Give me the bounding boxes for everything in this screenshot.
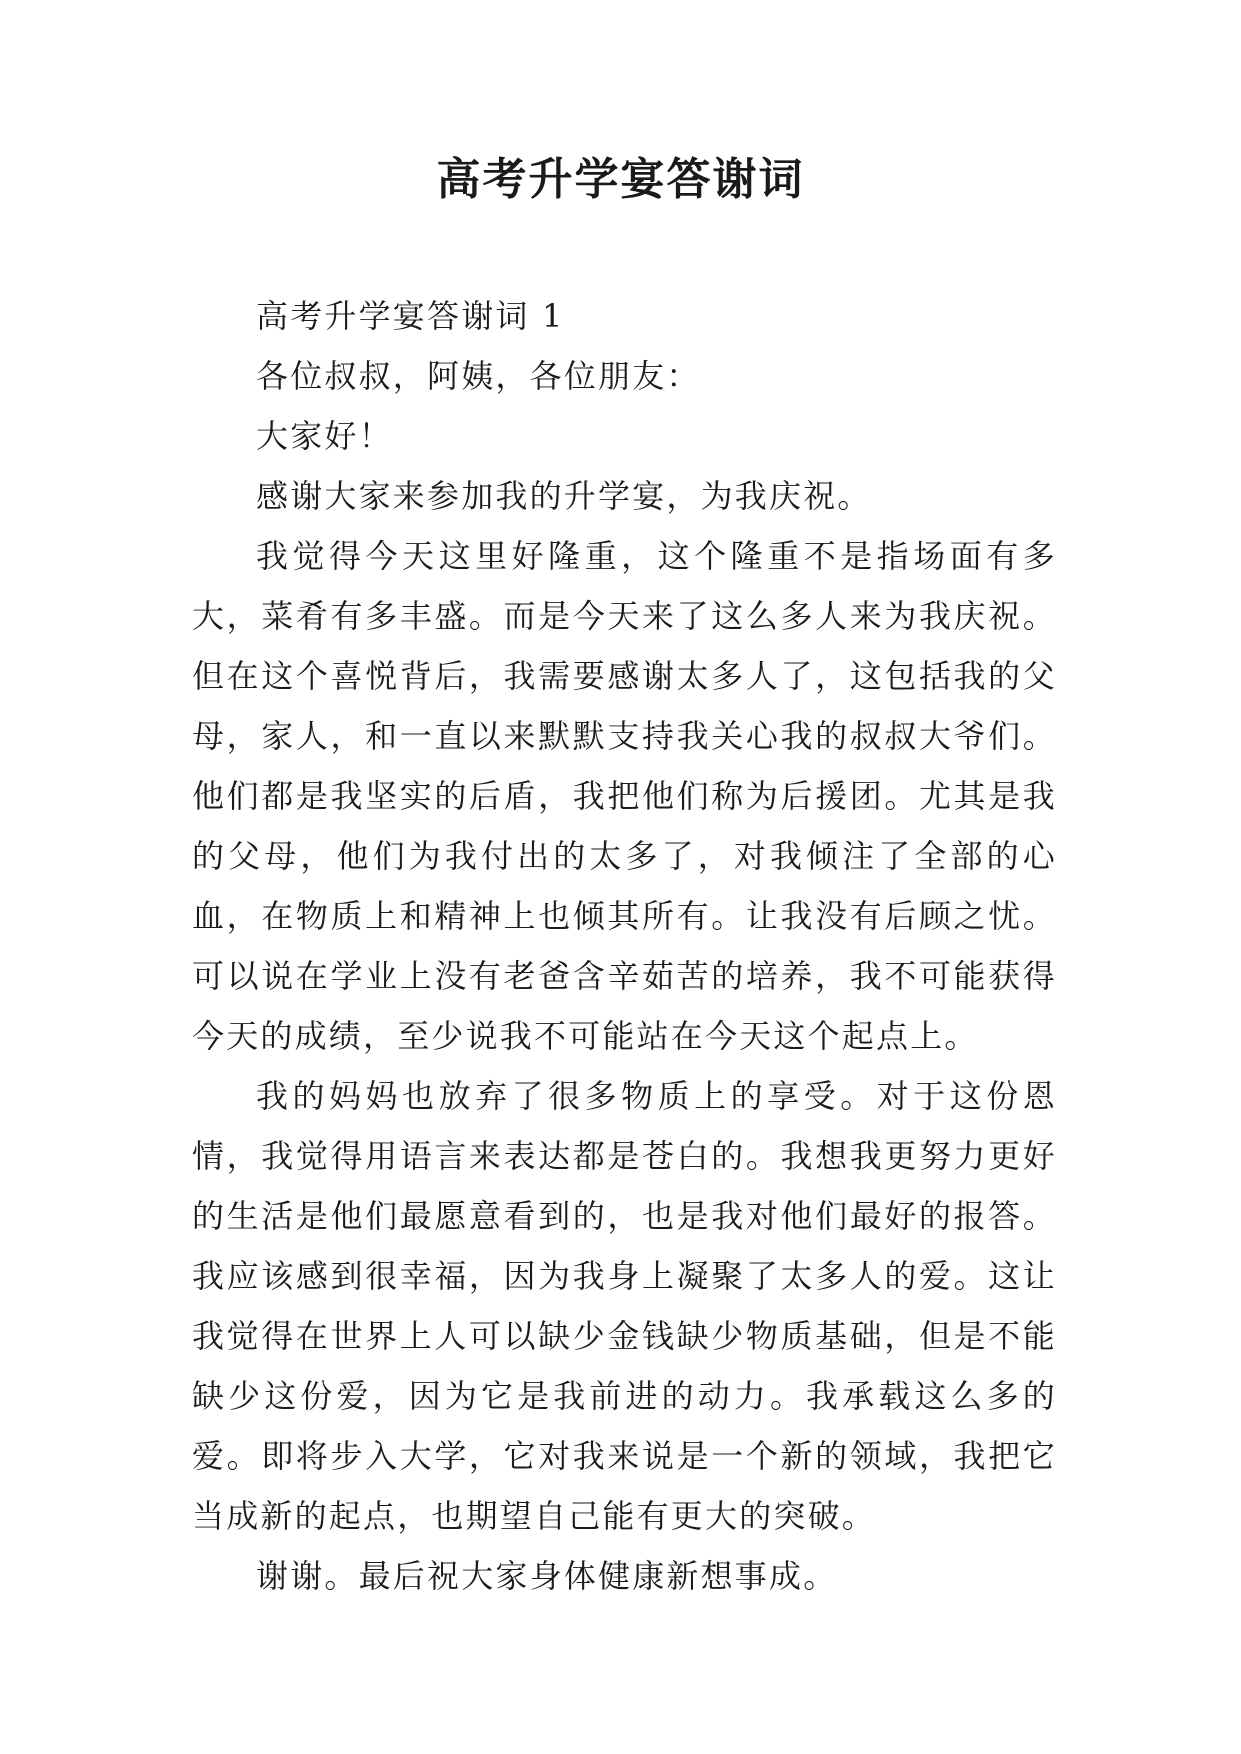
paragraph: 我的妈妈也放弃了很多物质上的享受。对于这份恩情，我觉得用语言来表达都是苍白的。我想我更努力更好的生活是他们最愿意看到的，也是我对他们最好的报答。我应该感到很幸福，因为我身上凝聚了太多人的爱。这让我觉得在世界上人可以缺少金钱缺少物质基础，但是不能缺少这份爱，因为它是我前进的动力。我承载这么多的爱。即将步入大学，它对我来说是一个新的领域，我把它当成新的起点，也期望自己能有更大的突破。: [192, 1077, 1057, 1535]
paragraph: 感谢大家来参加我的升学宴，为我庆祝。: [256, 477, 872, 515]
document-title: 高考升学宴答谢词: [436, 154, 805, 205]
salutation: 各位叔叔，阿姨，各位朋友：: [256, 357, 701, 395]
greeting: 大家好！: [256, 417, 393, 455]
section-heading: 高考升学宴答谢词 1: [256, 297, 565, 335]
closing: 谢谢。最后祝大家身体健康新想事成。: [256, 1557, 838, 1595]
paragraph: 我觉得今天这里好隆重，这个隆重不是指场面有多大，菜肴有多丰盛。而是今天来了这么多人来为我庆祝。但在这个喜悦背后，我需要感谢太多人了，这包括我的父母，家人，和一直以来默默支持我关心我的叔叔大爷们。他们都是我坚实的后盾，我把他们称为后援团。尤其是我的父母，他们为我付出的太多了，对我倾注了全部的心血，在物质上和精神上也倾其所有。让我没有后顾之忧。可以说在学业上没有老爸含辛茹苦的培养，我不可能获得今天的成绩，至少说我不可能站在今天这个起点上。: [192, 537, 1057, 1055]
document-body: [192, 286, 1057, 1606]
